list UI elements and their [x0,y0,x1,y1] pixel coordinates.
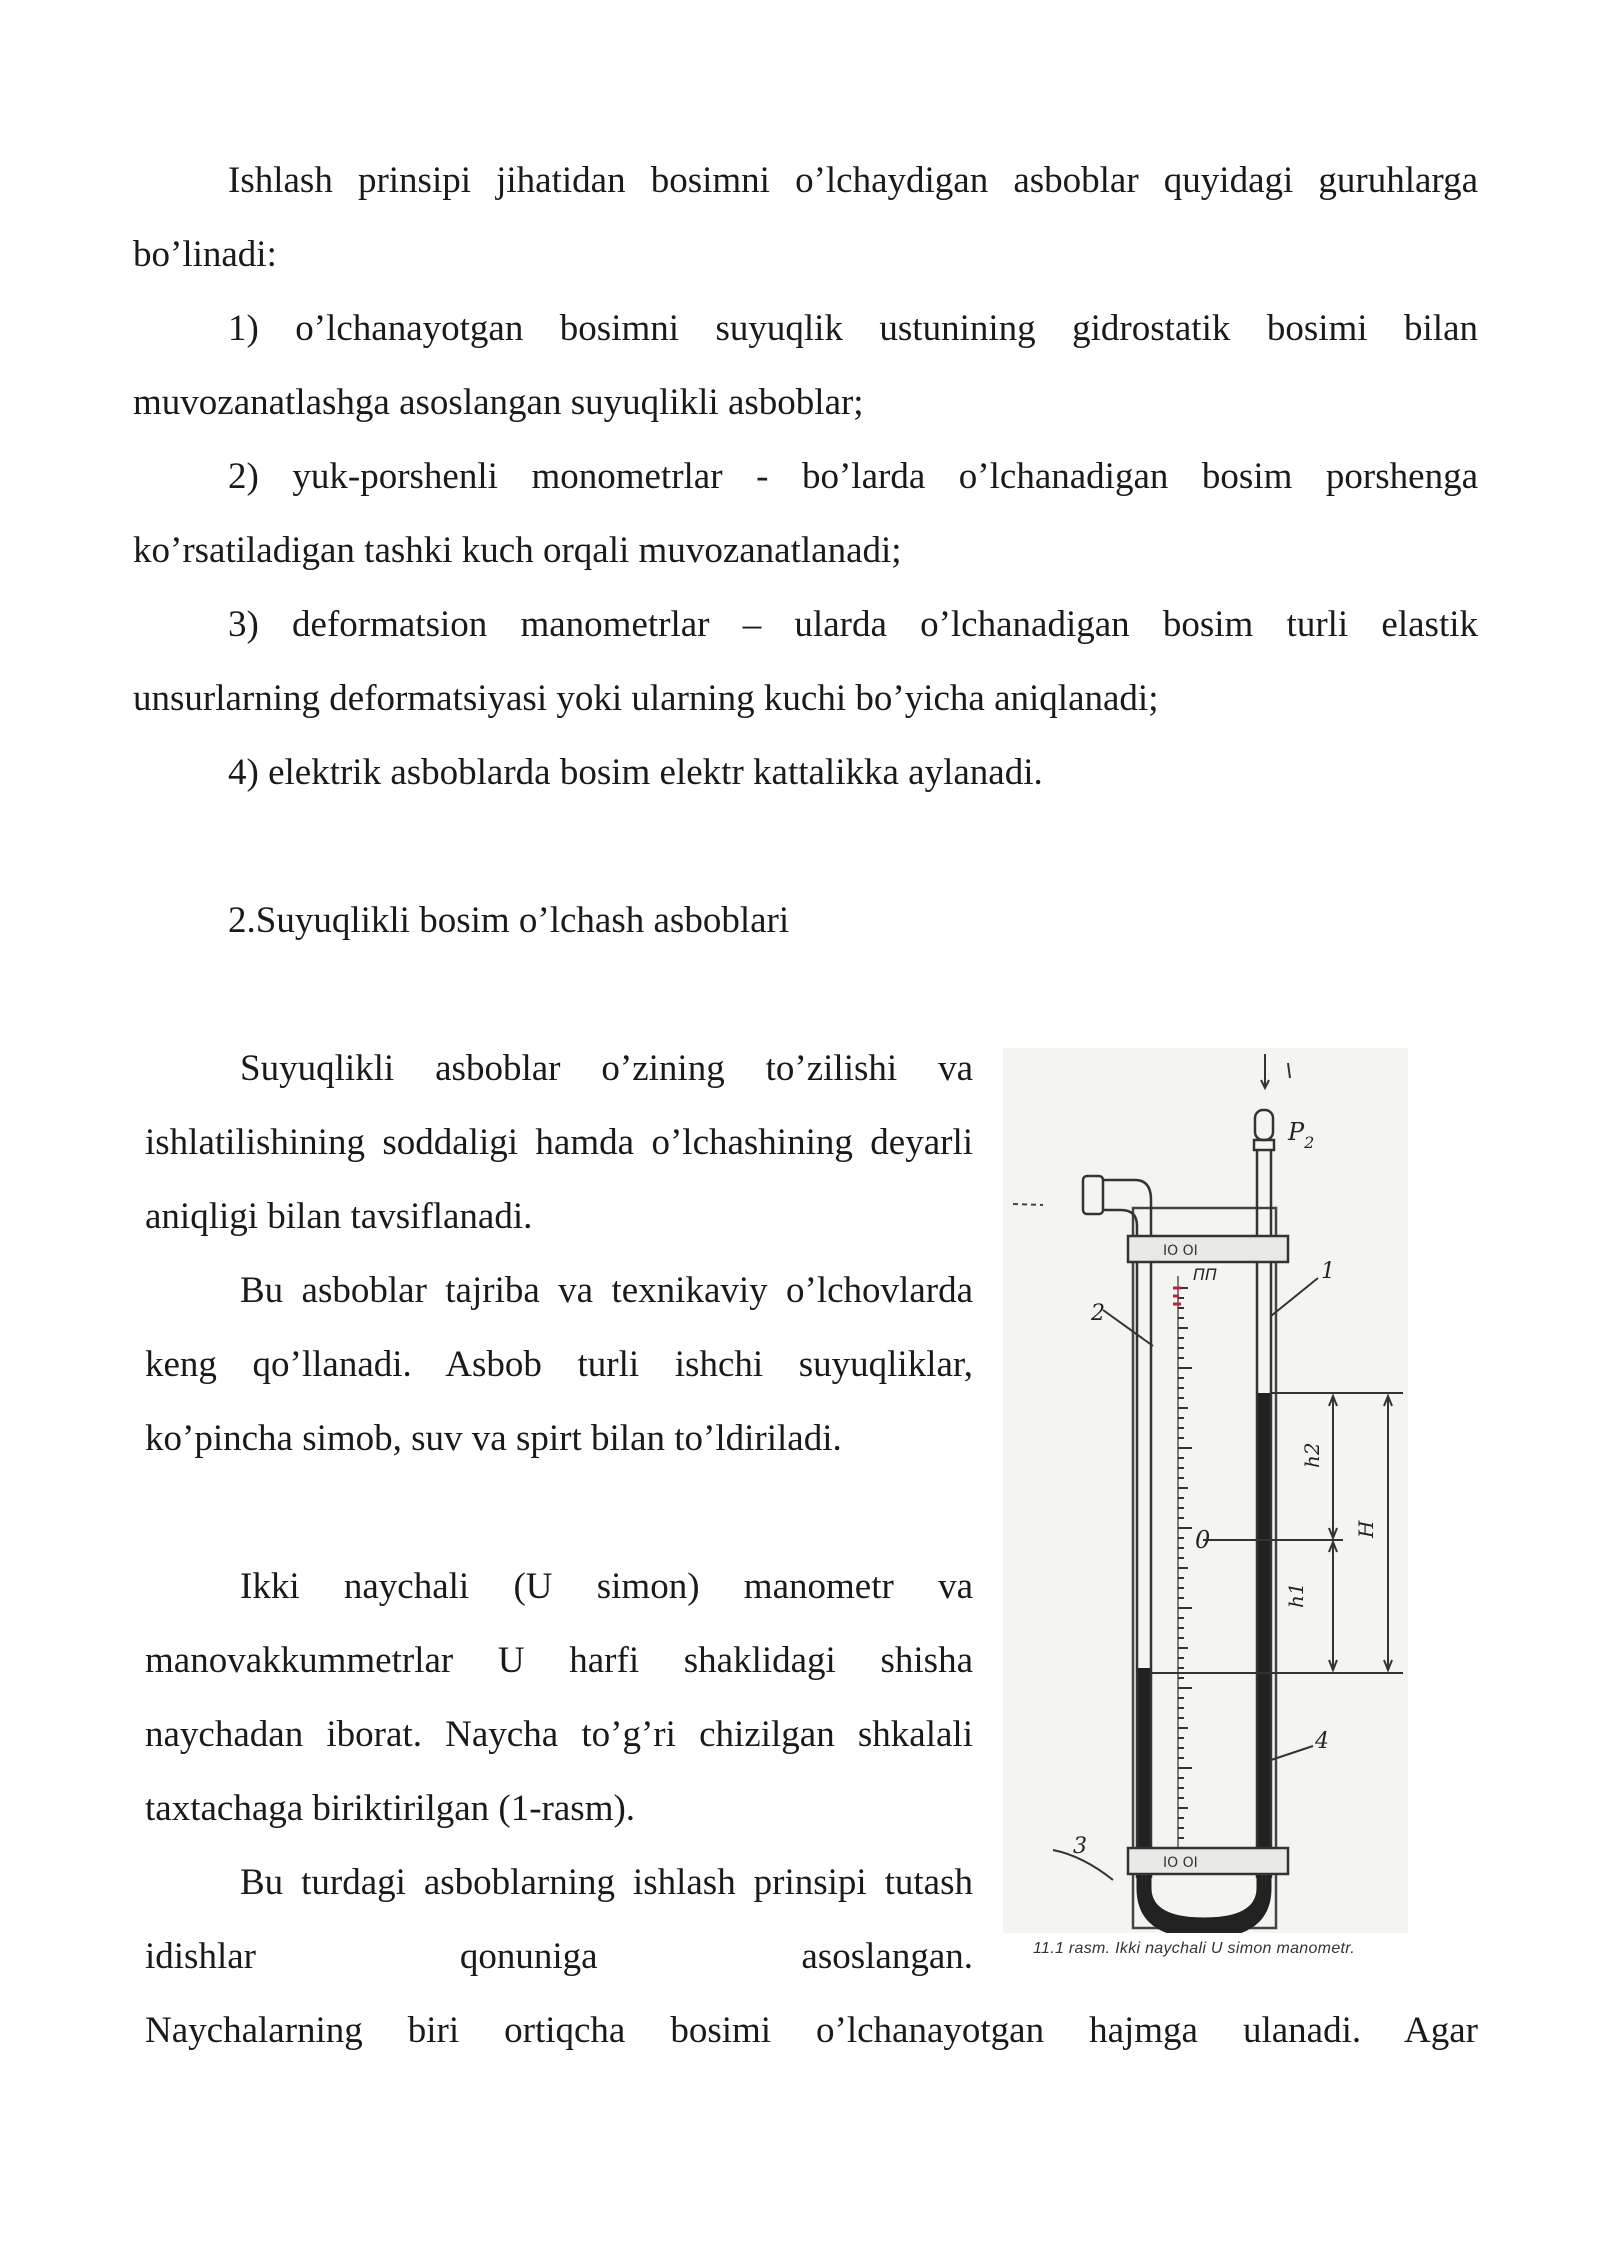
figure-caption: 11.1 rasm. Ikki naychali U simon manometr. [1033,1940,1356,1957]
u-tube-manometer-figure [1003,1048,1408,1933]
mm-unit-label: ΠΠ [1193,1265,1218,1284]
body-paragraph-1: Suyuqlikli asboblar o’zining to’zilishi va ishlatilishining soddaligi hamda o’lchashining deyarli aniqligi bilan tavsiflanadi. [145,1048,973,1237]
body-paragraph-4: Bu turdagi asboblarning ishlash prinsipi tutash idishlar qonuniga asoslangan. [145,1862,973,1977]
intro-paragraph: Ishlash prinsipi jihatidan bosimni o’lchaydigan asboblar quyidagi guruhlarga bo’linadi: [133,160,1478,275]
h2-label: h2 [1300,1442,1324,1468]
body-continuation: Naychalarning biri ortiqcha bosimi o’lchanayotgan hajmga ulanadi. Agar [145,2010,1478,2051]
list-item-4: 4) elektrik asboblarda bosim elektr kattalikka aylanadi. [228,752,1043,793]
clamp-bottom-marks: IO OI [1163,1855,1198,1871]
list-item-3: 3) deformatsion manometrlar – ularda o’lchanadigan bosim turli elastik unsurlarning deformatsiyasi yoki ularning kuchi bo’yicha aniqlanadi; [133,604,1478,719]
manometer-drawing [1003,1048,1408,1933]
list-item-2: 2) yuk-porshenli monometrlar - bo’larda o’lchanadigan bosim porshenga ko’rsatiladigan tashki kuch orqali muvozanatlanadi; [133,456,1478,571]
body-paragraph-3: Ikki naychali (U simon) manometr va manovakkummetrlar U harfi shaklidagi shisha naychadan iborat. Naycha to’g’ri chizilgan shkalali taxtachaga biriktirilgan (1-rasm). [145,1566,973,1829]
h1-label: h1 [1284,1582,1308,1608]
list-item-1: 1) o’lchanayotgan bosimni suyuqlik ustunining gidrostatik bosimi bilan muvozanatlashga asoslangan suyuqlikli asboblar; [133,308,1478,423]
zero-mark-label: 0 [1195,1526,1211,1554]
p2-label: $P_2$ [1288,1118,1315,1152]
h-label: H [1354,1520,1378,1538]
callout-2: 2 [1091,1301,1105,1326]
callout-3: 3 [1073,1834,1087,1859]
clamp-top-marks: IO OI [1163,1243,1198,1259]
callout-4: 4 [1315,1729,1329,1754]
section-heading: 2.Suyuqlikli bosim o’lchash asboblari [228,900,790,941]
callout-1: 1 [1321,1259,1335,1284]
body-paragraph-2: Bu asboblar tajriba va texnikaviy o’lchovlarda keng qo’llanadi. Asbob turli ishchi suyuqliklar, ko’pincha simob, suv va spirt bilan to’ldiriladi. [145,1270,973,1459]
